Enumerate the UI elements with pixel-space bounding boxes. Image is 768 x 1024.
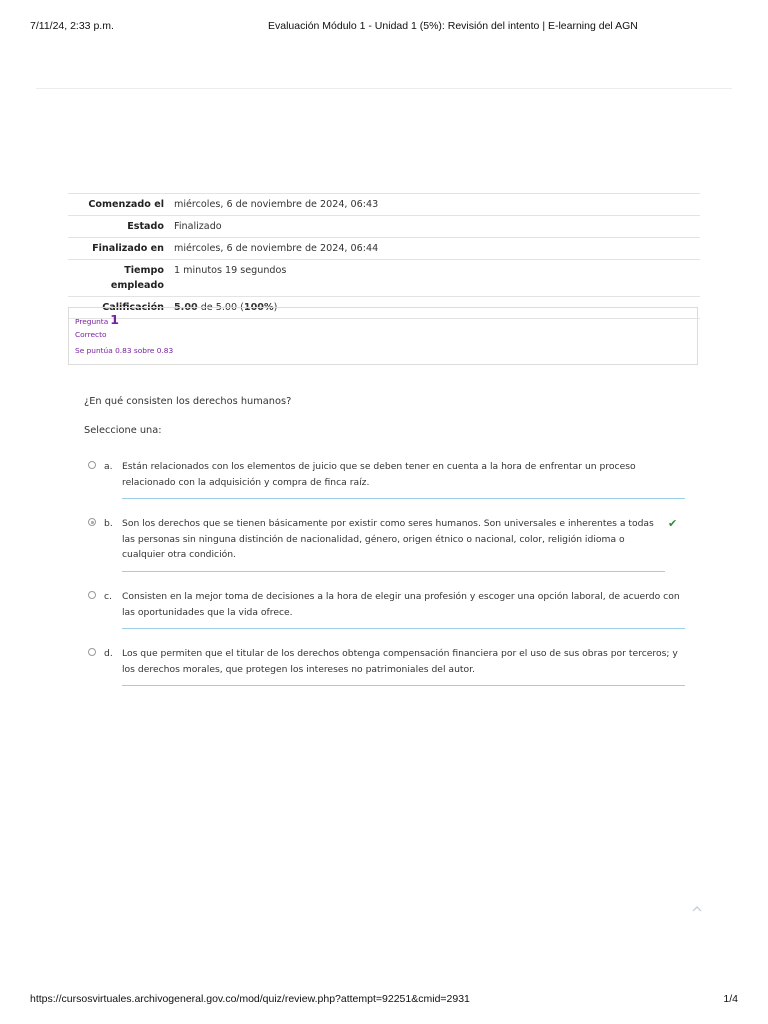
grade-label: Calificación	[102, 302, 164, 313]
top-divider	[36, 88, 732, 89]
summary-row-started	[68, 194, 700, 216]
answer-prompt: Seleccione una:	[84, 425, 162, 436]
grade-mid: de 5.00 (	[197, 302, 244, 313]
answer-divider-b	[122, 571, 665, 572]
answer-text-c: Consisten en la mejor toma de decisiones a la hora de elegir una profesión y escoger una opción laboral, de acuerdo con las oportunidades que la vida ofrece.	[122, 591, 680, 618]
answer-letter-d: d.	[104, 648, 113, 659]
answer-option-d[interactable]	[88, 646, 688, 690]
answer-divider-c	[122, 628, 685, 629]
answer-text-b: Son los derechos que se tienen básicamente por existir como seres humanos. Son universales e inherentes a todas las personas sin ninguna distinción de nacionalidad, género, origen étnico o nacional, color, religión idioma o cualquier otra condición.	[122, 518, 654, 560]
summary-row-finished	[68, 238, 700, 260]
answer-letter-b: b.	[104, 518, 113, 529]
grade-end: )	[273, 302, 278, 313]
answer-text-d: Los que permiten que el titular de los derechos obtenga compensación financiera por el uso de sus obras por terceros; y los derechos morales, que protegen los intereses no patrimoniales del autor.	[122, 648, 678, 675]
answer-divider-a	[122, 498, 685, 499]
page-count: 1/4	[723, 993, 738, 1005]
question-info-box	[68, 307, 698, 365]
page-title: Evaluación Módulo 1 - Unidad 1 (5%): Revisión del intento | E-learning del AGN	[268, 20, 638, 32]
time-label-line2: empleado	[110, 280, 164, 291]
print-footer	[30, 993, 738, 1007]
question-status: Correcto	[75, 330, 107, 339]
grade-score: 5.00	[174, 302, 198, 313]
time-label-line1: Tiempo	[124, 265, 164, 276]
answer-option-b[interactable]	[88, 516, 688, 576]
answer-option-a[interactable]	[88, 459, 688, 503]
state-value: Finalizado	[174, 221, 222, 232]
summary-row-time	[68, 260, 700, 297]
question-label: Pregunta	[75, 317, 109, 326]
answer-letter-c: c.	[104, 591, 112, 602]
question-score: Se puntúa 0.83 sobre 0.83	[75, 346, 174, 355]
summary-row-state	[68, 216, 700, 238]
question-number-row	[75, 312, 691, 328]
answer-divider-d	[122, 685, 685, 686]
started-label: Comenzado el	[88, 199, 164, 210]
chevron-up-icon	[692, 905, 702, 913]
answer-letter-a: a.	[104, 461, 113, 472]
grade-percent: 100%	[243, 302, 274, 313]
question-number: 1	[110, 312, 119, 327]
radio-button-a[interactable]	[88, 461, 96, 469]
time-label	[68, 260, 172, 297]
radio-button-c[interactable]	[88, 591, 96, 599]
state-label: Estado	[127, 221, 164, 232]
finished-value: miércoles, 6 de noviembre de 2024, 06:44	[174, 243, 379, 254]
started-value: miércoles, 6 de noviembre de 2024, 06:43	[174, 199, 379, 210]
answer-text-a: Están relacionados con los elementos de juicio que se deben tener en cuenta a la hora de enfrentar un proceso relacionado con la adquisición y compra de finca raíz.	[122, 461, 636, 488]
print-header	[30, 20, 738, 34]
finished-label: Finalizado en	[92, 243, 164, 254]
time-value: 1 minutos 19 segundos	[174, 265, 287, 276]
radio-button-d[interactable]	[88, 648, 96, 656]
page-url: https://cursosvirtuales.archivogeneral.gov.co/mod/quiz/review.php?attempt=92251&cmid=2931	[30, 993, 470, 1005]
print-datetime: 7/11/24, 2:33 p.m.	[30, 20, 114, 32]
answer-option-c[interactable]	[88, 589, 688, 633]
radio-button-b[interactable]	[88, 518, 96, 526]
check-icon: ✔	[668, 517, 678, 530]
question-text: ¿En qué consisten los derechos humanos?	[84, 396, 292, 407]
scroll-to-top-chevron-up-icon[interactable]	[691, 905, 703, 917]
attempt-summary-table	[68, 193, 700, 319]
